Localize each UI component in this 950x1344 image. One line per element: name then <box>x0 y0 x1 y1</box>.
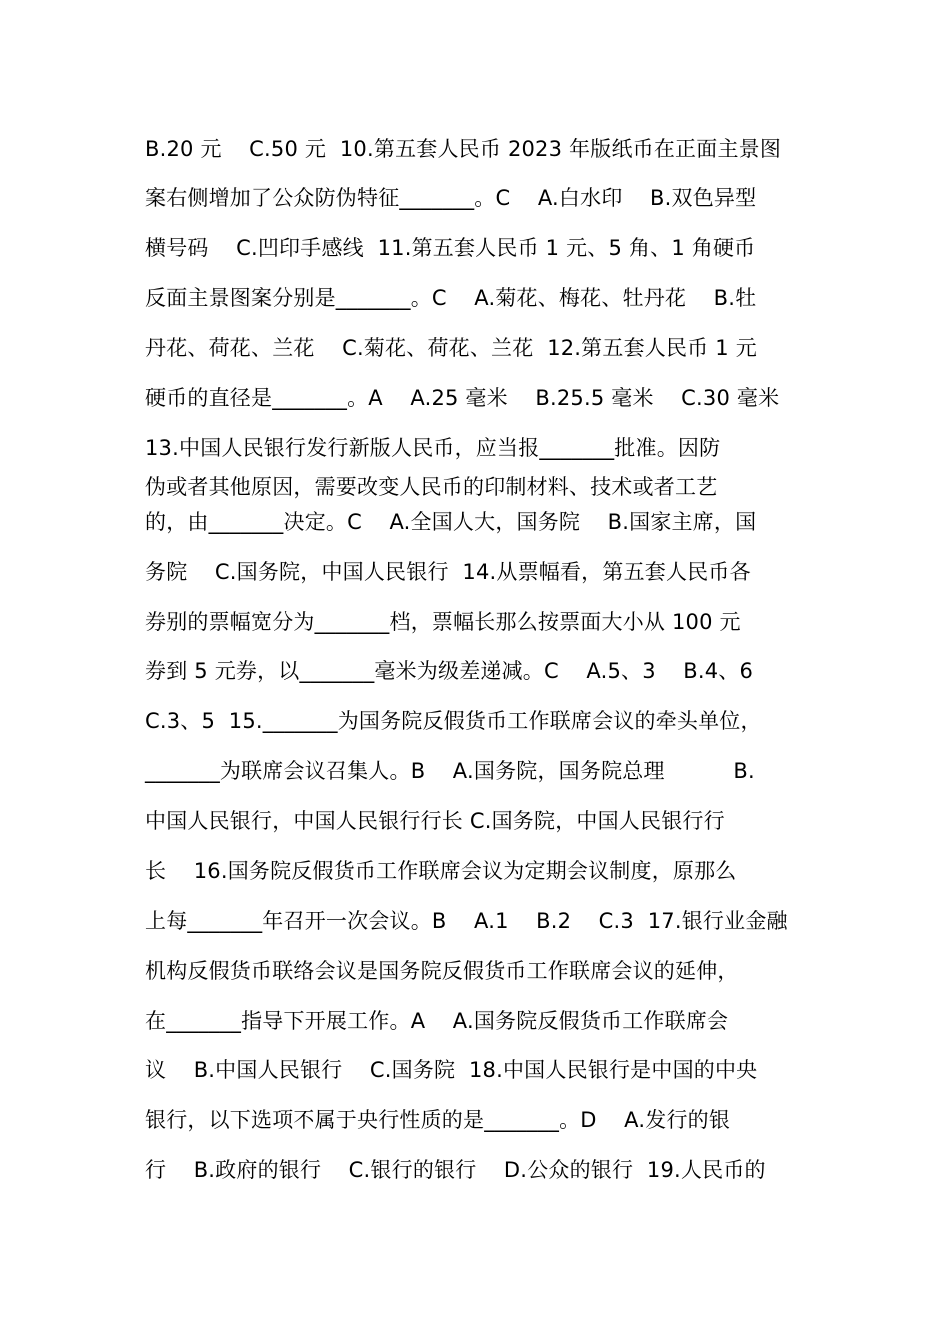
text-line: 券别的票幅宽分为_______档，票幅长那么按票面大小从 100 元 <box>145 610 741 634</box>
text-line: 的，由_______决定。C A.全国人大，国务院 B.国家主席，国 <box>145 510 757 534</box>
text-line: 13.中国人民银行发行新版人民币，应当报_______批准。因防 <box>145 436 721 460</box>
text-line: 上每_______年召开一次会议。B A.1 B.2 C.3 17.银行业金融 <box>145 909 788 933</box>
text-line: 券到 5 元券，以_______毫米为级差递减。C A.5、3 B.4、6 <box>145 659 754 683</box>
text-line: 行 B.政府的银行 C.银行的银行 D.公众的银行 19.人民币的 <box>145 1158 766 1182</box>
text-line: _______为联席会议召集人。B A.国务院，国务院总理 B. <box>145 759 755 783</box>
text-line: B.20 元 C.50 元 10.第五套人民币 2023 年版纸币在正面主景图 <box>145 137 782 161</box>
text-line: 议 B.中国人民银行 C.国务院 18.中国人民银行是中国的中央 <box>145 1058 758 1082</box>
text-line: 银行，以下选项不属于央行性质的是_______。D A.发行的银 <box>145 1108 731 1132</box>
text-line: 案右侧增加了公众防伪特征_______。C A.白水印 B.双色异型 <box>145 186 757 210</box>
text-line: 务院 C.国务院，中国人民银行 14.从票幅看，第五套人民币各 <box>145 560 751 584</box>
text-line: 丹花、荷花、兰花 C.菊花、荷花、兰花 12.第五套人民币 1 元 <box>145 336 757 360</box>
text-line: 中国人民银行，中国人民银行行长 C.国务院，中国人民银行行 <box>145 809 725 833</box>
text-line: 反面主景图案分别是_______。C A.菊花、梅花、牡丹花 B.牡 <box>145 286 757 310</box>
text-line: 机构反假货币联络会议是国务院反假货币工作联席会议的延伸， <box>145 959 739 983</box>
text-line: 长 16.国务院反假货币工作联席会议为定期会议制度，原那么 <box>145 859 737 883</box>
text-line: 横号码 C.凹印手感线 11.第五套人民币 1 元、5 角、1 角硬币 <box>145 236 756 260</box>
text-line: 硬币的直径是_______。A A.25 毫米 B.25.5 毫米 C.30 毫米 <box>145 386 780 410</box>
text-line: 在_______指导下开展工作。A A.国务院反假货币工作联席会 <box>145 1009 729 1033</box>
text-line: 伪或者其他原因，需要改变人民币的印制材料、技术或者工艺 <box>145 475 718 499</box>
text-line: C.3、5 15._______为国务院反假货币工作联席会议的牵头单位， <box>145 709 762 733</box>
